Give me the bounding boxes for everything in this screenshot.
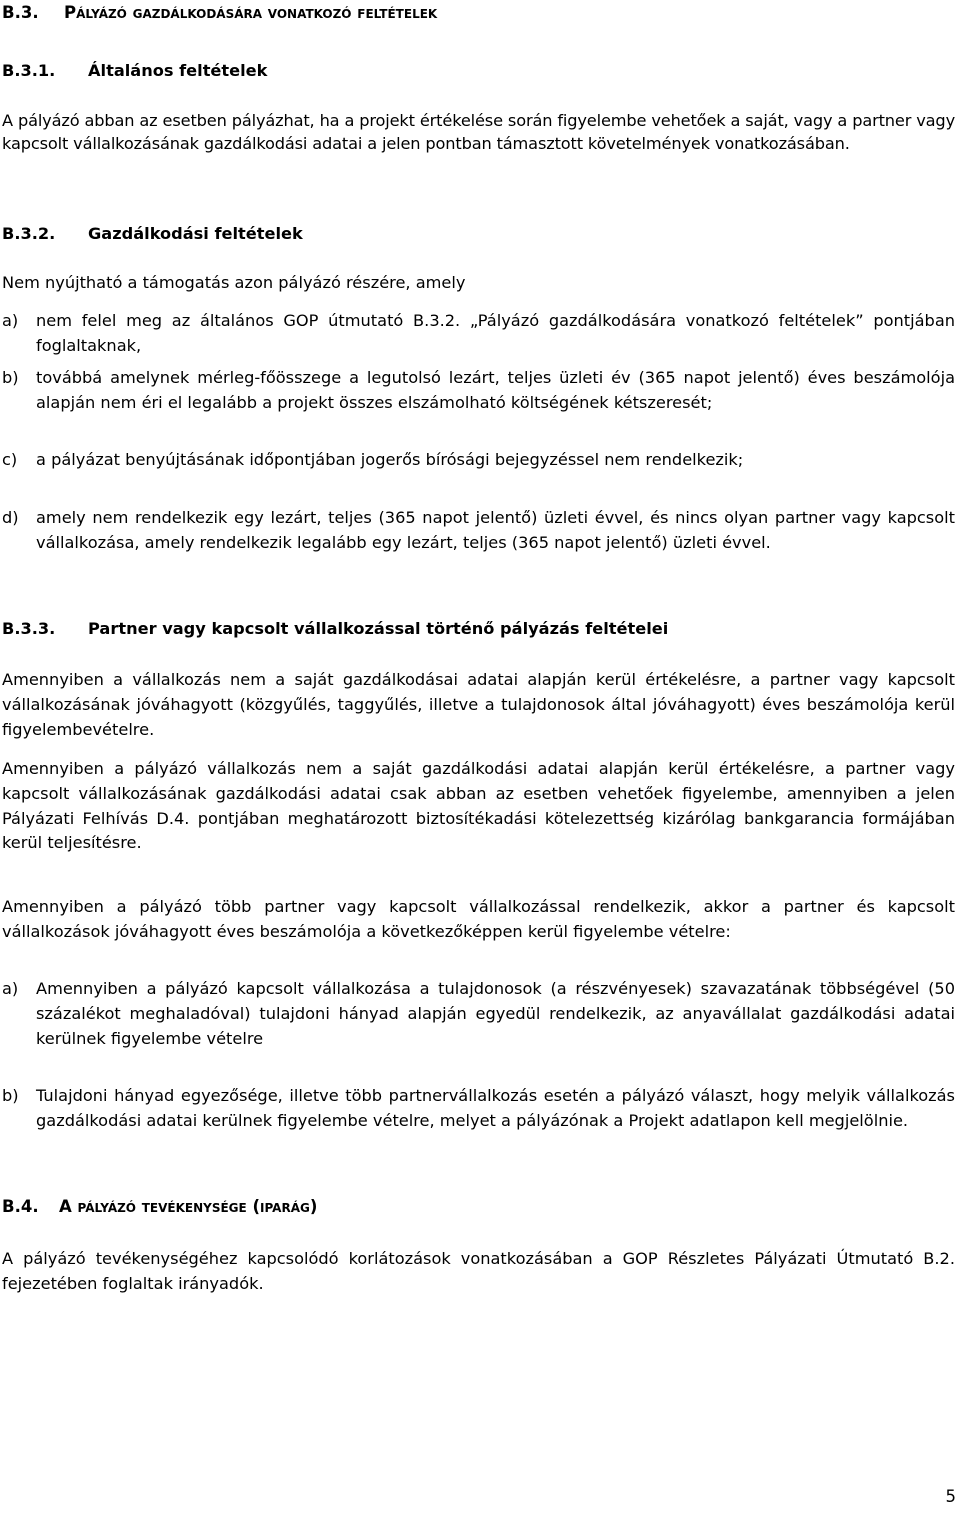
- page-number: 5: [945, 1487, 956, 1506]
- list-item-text: Amennyiben a pályázó kapcsolt vállalkozása a tulajdonosok (a részvényesek) szavazatának többségével (50 százalékot meghaladóval) tulajdoni hányad alapján egyedül rendelkezik, az anyavállalat gazdálkodási adatai kerülnek figyelembe vételre: [36, 979, 955, 1048]
- list-item-label: c): [2, 450, 18, 469]
- list-item: [2, 309, 955, 359]
- list-item: [2, 448, 955, 473]
- section-heading-b3: [2, 3, 955, 22]
- section-number: B.3.3.: [2, 619, 56, 638]
- paragraph-partner-2: Amennyiben a pályázó vállalkozás nem a saját gazdálkodási adatai alapján kerül értékelésre, a partner vagy kapcsolt vállalkozásának gazdálkodási adatai csak abban az esetben vehetőek figyelembe, amennyiben a jelen Pályázati Felhívás D.4. pontjában meghatározott biztosítékadási kötelezettség kizárólag bankgarancia formájában kerül teljesítésre.: [2, 759, 955, 853]
- section-heading-b32: [2, 224, 955, 243]
- section-number: B.4.: [2, 1197, 39, 1216]
- paragraph-partner-3: Amennyiben a pályázó több partner vagy kapcsolt vállalkozással rendelkezik, akkor a partner és kapcsolt vállalkozások jóváhagyott éves beszámolója a következőképpen kerül figyelembe vételre:: [2, 897, 955, 941]
- paragraph-general-conditions: A pályázó abban az esetben pályázhat, ha a projekt értékelése során figyelembe vehetőek a saját, vagy a partner vagy kapcsolt vállalkozásának gazdálkodási adatai a jelen pontban támasztott követelmények vonatkozásában.: [2, 111, 955, 153]
- section-title: Partner vagy kapcsolt vállalkozással történő pályázás feltételei: [88, 619, 669, 638]
- list-item-text: a pályázat benyújtásának időpontjában jogerős bírósági bejegyzéssel nem rendelkezik;: [36, 450, 744, 469]
- list-item-label: b): [2, 368, 19, 387]
- section-number: B.3.: [2, 3, 39, 22]
- list-item: [2, 1084, 955, 1134]
- section-title: Általános feltételek: [88, 61, 268, 80]
- list-item: [2, 506, 955, 556]
- list-item-label: b): [2, 1086, 19, 1105]
- list-item-label: a): [2, 311, 19, 330]
- section-heading-b33: [2, 619, 955, 638]
- section-title: Pályázó gazdálkodására vonatkozó feltételek: [64, 3, 438, 22]
- section-title: A pályázó tevékenysége (iparág): [59, 1197, 318, 1216]
- list-item-text: továbbá amelynek mérleg-főösszege a legutolsó lezárt, teljes üzleti év (365 napot jelentő) éves beszámolója alapján nem éri el legalább a projekt összes elszámolható költségének kétszeresét;: [36, 368, 955, 412]
- list-item: [2, 977, 955, 1051]
- list-item-label: a): [2, 979, 19, 998]
- paragraph-economic-intro: Nem nyújtható a támogatás azon pályázó részére, amely: [2, 273, 466, 292]
- section-heading-b31: [2, 61, 955, 80]
- paragraph-industry: A pályázó tevékenységéhez kapcsolódó korlátozások vonatkozásában a GOP Részletes Pályázati Útmutató B.2. fejezetében foglaltak irányadók.: [2, 1249, 955, 1293]
- list-item-text: amely nem rendelkezik egy lezárt, teljes (365 napot jelentő) üzleti évvel, és nincs olyan partner vagy kapcsolt vállalkozása, amely rendelkezik legalább egy lezárt, teljes (365 napot jelentő) üzleti évvel.: [36, 508, 955, 552]
- section-title: Gazdálkodási feltételek: [88, 224, 303, 243]
- list-item-text: Tulajdoni hányad egyezősége, illetve több partnervállalkozás esetén a pályázó választ, hogy melyik vállalkozás gazdálkodási adatai kerülnek figyelembe vételre, melyet a pályázónak a Projekt adatlapon kell megjelölnie.: [36, 1086, 955, 1130]
- paragraph-partner-1: Amennyiben a vállalkozás nem a saját gazdálkodásai adatai alapján kerül értékelésre, a partner vagy kapcsolt vállalkozásának jóváhagyott (közgyűlés, taggyűlés, illetve a tulajdonosok által jóváhagyott) éves beszámolója kerül figyelembevételre.: [2, 670, 955, 739]
- list-item-text: nem felel meg az általános GOP útmutató B.3.2. „Pályázó gazdálkodására vonatkozó feltételek” pontjában foglaltaknak,: [36, 311, 955, 355]
- section-heading-b4: [2, 1197, 955, 1216]
- section-number: B.3.2.: [2, 224, 56, 243]
- section-number: B.3.1.: [2, 61, 56, 80]
- list-item: [2, 366, 955, 416]
- list-item-label: d): [2, 508, 19, 527]
